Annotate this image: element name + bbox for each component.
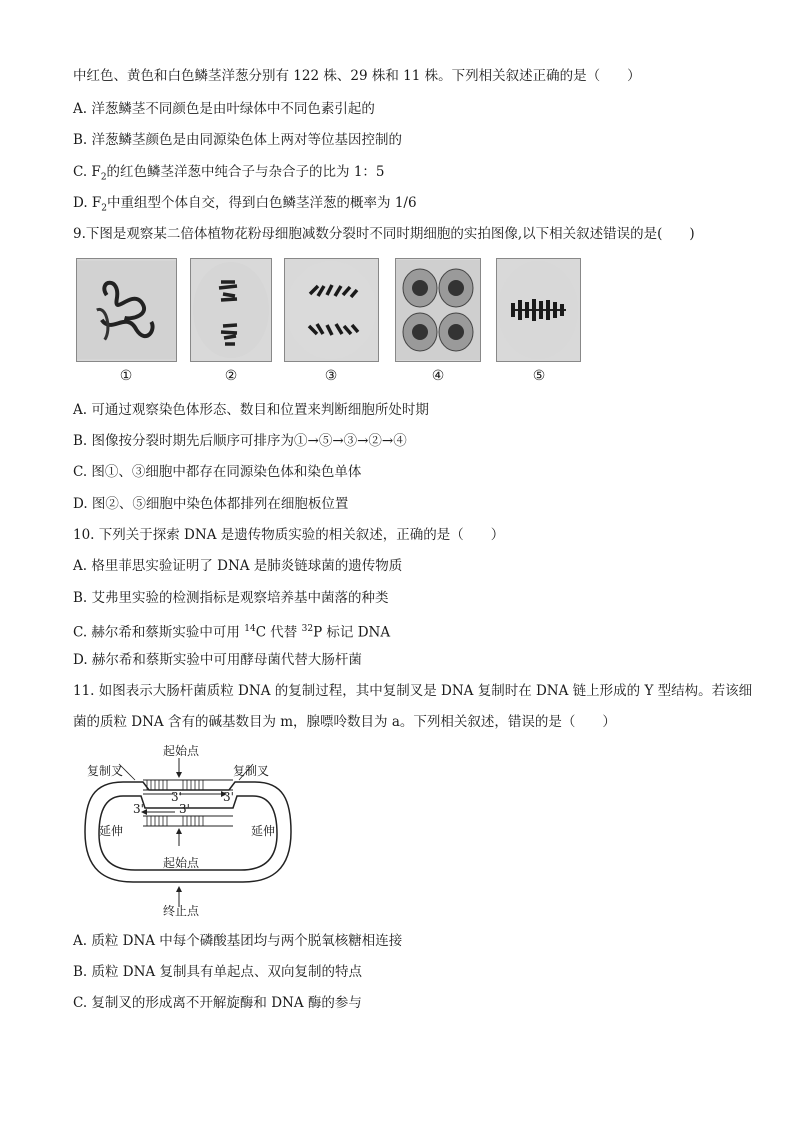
micrograph-5 xyxy=(496,258,581,362)
q8-stem-tail: 中红色、黄色和白色鳞茎洋葱分别有 122 株、29 株和 11 株。下列相关叙述正确的是（ ） xyxy=(73,68,641,84)
plasmid-replication-diagram xyxy=(83,742,293,917)
prime-label-d: 3' xyxy=(179,802,190,816)
micrograph-label-4: ④ xyxy=(431,368,445,384)
q8-option-b: B. 洋葱鳞茎颜色是由同源染色体上两对等位基因控制的 xyxy=(73,132,403,148)
q10-option-b: B. 艾弗里实验的检测指标是观察培养基中菌落的种类 xyxy=(73,590,389,606)
q9-option-d: D. 图②、⑤细胞中染色体都排列在细胞板位置 xyxy=(73,496,349,512)
micrograph-label-2: ② xyxy=(224,368,238,384)
q9-option-c: C. 图①、③细胞中都存在同源染色体和染色单体 xyxy=(73,464,362,480)
q8-option-c: C. $F_2$的红色鳞茎洋葱中纯合子与杂合子的比为 1：5 xyxy=(73,164,385,183)
micrograph-3 xyxy=(284,258,379,362)
q11-stem-line2: 菌的质粒 DNA 含有的碱基数目为 m，腺嘌呤数目为 a。下列相关叙述，错误的是（ ） xyxy=(73,714,616,730)
fork-left-label: 复制叉 xyxy=(87,764,124,778)
prime-label-c: 3' xyxy=(133,802,144,816)
q11-option-a: A. 质粒 DNA 中每个磷酸基团均与两个脱氧核糖相连接 xyxy=(73,933,403,949)
micrograph-label-3: ③ xyxy=(324,368,338,384)
origin-bottom-label: 起始点 xyxy=(163,856,200,870)
micrograph-label-1: ① xyxy=(119,368,133,384)
q10-option-d: D. 赫尔希和蔡斯实验中可用酵母菌代替大肠杆菌 xyxy=(73,652,362,668)
q10-stem: 10. 下列关于探索 DNA 是遗传物质实验的相关叙述，正确的是（ ） xyxy=(73,527,505,543)
micrograph-label-5: ⑤ xyxy=(532,368,546,384)
terminus-label: 终止点 xyxy=(163,904,200,918)
q10-option-a: A. 格里菲思实验证明了 DNA 是肺炎链球菌的遗传物质 xyxy=(73,558,403,574)
q8-option-d: D. $F_2$中重组型个体自交，得到白色鳞茎洋葱的概率为 1/6 xyxy=(73,195,417,214)
q11-stem-line1: 11. 如图表示大肠杆菌质粒 DNA 的复制过程，其中复制叉是 DNA 复制时在 DNA 链上形成的 Y 型结构。若该细 xyxy=(73,683,753,699)
q9-option-b: B. 图像按分裂时期先后顺序可排序为①→⑤→③→②→④ xyxy=(73,433,407,449)
micrograph-2 xyxy=(190,258,272,362)
origin-top-label: 起始点 xyxy=(163,744,200,758)
q8-option-a: A. 洋葱鳞茎不同颜色是由叶绿体中不同色素引起的 xyxy=(73,101,375,117)
q11-option-b: B. 质粒 DNA 复制具有单起点、双向复制的特点 xyxy=(73,964,362,980)
prime-label-b: 3' xyxy=(223,790,234,804)
q9-stem: 9.下图是观察某二倍体植物花粉母细胞减数分裂时不同时期细胞的实拍图像,以下相关叙述错误的是( ) xyxy=(73,226,695,242)
prime-label-a: 3' xyxy=(171,790,182,804)
q9-option-a: A. 可通过观察染色体形态、数目和位置来判断细胞所处时期 xyxy=(73,402,429,418)
q10-option-c: C. 赫尔希和蔡斯实验中可用 $^{14}$C 代替 $^{32}$P 标记 DNA xyxy=(73,624,391,641)
micrograph-4 xyxy=(395,258,481,362)
extend-left-label: 延伸 xyxy=(99,824,124,838)
micrograph-1 xyxy=(76,258,177,362)
fork-right-label: 复制叉 xyxy=(233,764,270,778)
extend-right-label: 延伸 xyxy=(251,824,276,838)
q11-option-c: C. 复制叉的形成离不开解旋酶和 DNA 酶的参与 xyxy=(73,995,362,1011)
